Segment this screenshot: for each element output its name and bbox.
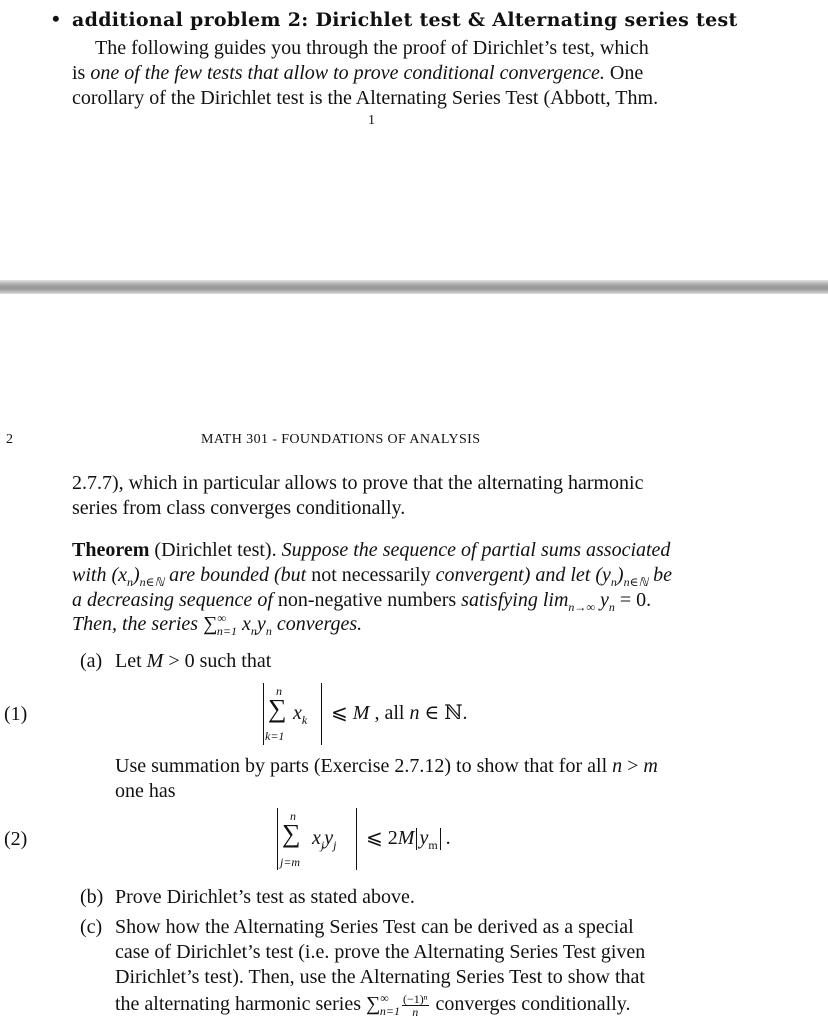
eq2-sigma-lower: j=m [280, 855, 301, 869]
page-2-number: 2 [6, 432, 13, 447]
part-a-such-that: > 0 such that [163, 650, 272, 672]
eq2-relation [366, 826, 451, 851]
theorem-decreasing: a decreasing [72, 589, 180, 611]
eq2-x: x [312, 827, 321, 849]
eq2-abs-y-sub: m [428, 838, 438, 852]
intro-text-2a: is [72, 62, 91, 84]
theorem-convergent: convergent) and let (y [430, 564, 611, 586]
eq1-relation [331, 701, 468, 726]
theorem-y: y [594, 589, 609, 611]
theorem-lim-sub: n→∞ [568, 600, 595, 614]
theorem-text-1: Suppose the sequence of partial sums associated [276, 539, 671, 561]
theorem-sigma-sup: ∞ [217, 611, 226, 625]
theorem-sub-4: n∈ℕ [623, 575, 649, 589]
eq1-sigma-upper: n [276, 684, 282, 698]
theorem-converges: converges. [271, 613, 363, 635]
eq1-all: , all [369, 702, 410, 724]
heading-bullet: • [52, 6, 60, 31]
theorem-paren-2: ) [616, 564, 624, 586]
eq1-n: n [409, 702, 420, 724]
theorem-y-sub: n [608, 600, 615, 614]
theorem-line-2 [72, 563, 672, 590]
eq2-abs-y: y [419, 827, 429, 849]
part-c-sigma-sub: n=1 [379, 1004, 400, 1018]
eq1-abs-right-bar [321, 683, 322, 745]
use-gt: > [622, 755, 644, 777]
part-c-line-4 [115, 992, 630, 1019]
theorem-sigma: ∑ [203, 613, 218, 635]
theorem-yn: y [256, 613, 266, 635]
part-a-let: Let [115, 650, 147, 672]
use-summation-text: Use summation by parts (Exercise 2.7.12) to show that for all [115, 755, 613, 777]
theorem-with: with (x [72, 564, 127, 586]
theorem-be: be [648, 564, 672, 586]
intro-text-1: The following guides you through the proof of Dirichlet’s test, which [95, 37, 649, 59]
eq2-sigma: ∑ [282, 819, 301, 848]
theorem-yn-sub: n [265, 624, 272, 638]
theorem-sigma-sub: n=1 [216, 624, 238, 638]
part-b-label: (b) [80, 886, 104, 908]
part-c-label: (c) [80, 916, 103, 938]
intro-line-3 [72, 86, 658, 111]
part-a-label: (a) [80, 650, 103, 672]
intro-text-2b: One [604, 62, 644, 84]
page-1-number: 1 [368, 113, 375, 128]
use-n: n [612, 755, 623, 777]
continuation-line-1: 2.7.7), which in particular allows to prove that the alternating harmonic [72, 472, 644, 494]
eq2-abs-ym [416, 828, 440, 850]
eq2-abs-right-bar [356, 808, 357, 870]
part-a-M: M [146, 650, 164, 672]
theorem-paren-1: ) [133, 564, 140, 586]
eq2-x-sub: j [320, 838, 325, 852]
part-c-line-2: case of Dirichlet’s test (i.e. prove the Alternating Series Test given [115, 941, 646, 963]
theorem-sub-2: n∈ℕ [139, 575, 165, 589]
page-separator [0, 280, 828, 294]
intro-line-2 [72, 61, 643, 86]
eq2-M: M [397, 827, 415, 849]
eq1-sigma-lower: k=1 [265, 729, 285, 743]
use-summation-line-2: one has [115, 780, 176, 802]
eq1-sigma: ∑ [268, 694, 287, 723]
use-m: m [643, 755, 658, 777]
part-c-sigma: ∑ [366, 993, 381, 1015]
theorem-not: not necessarily [311, 564, 431, 586]
theorem-sequence: sequence [179, 589, 253, 611]
running-header: MATH 301 - FOUNDATIONS OF ANALYSIS [201, 432, 481, 447]
theorem-bounded: are bounded (but [164, 564, 312, 586]
eq2-y: y [324, 827, 334, 849]
eq2-leq: ⩽ 2 [366, 827, 398, 849]
eq2-y-sub: j [333, 838, 337, 852]
theorem-nonneg: non-negative numbers [277, 589, 457, 611]
theorem-eq-zero: = 0. [614, 589, 652, 611]
part-c-frac-den: n [412, 1004, 419, 1019]
theorem-line-3 [72, 588, 651, 615]
equation-1-number: (1) [4, 703, 28, 725]
intro-text-2-italic: one of the few tests that allow to prove conditional convergence. [90, 62, 605, 84]
eq2-abs-left-bar [277, 808, 278, 870]
eq2-sigma-upper: n [290, 809, 296, 823]
theorem-name: (Dirichlet test). [149, 539, 277, 561]
theorem-xn: x [237, 613, 251, 635]
theorem-line-1 [72, 538, 670, 563]
eq1-M: M [352, 702, 370, 724]
part-b-text: Prove Dirichlet’s test as stated above. [115, 886, 415, 908]
part-c-line-3: Dirichlet’s test). Then, use the Alternating Series Test to show that [115, 966, 645, 988]
theorem-line-4 [72, 612, 362, 639]
use-summation-line-1 [115, 754, 658, 779]
theorem-then: Then, the series [72, 613, 204, 635]
part-c-fraction [402, 993, 429, 1018]
continuation-line-2: series from class converges conditionally. [72, 497, 406, 519]
part-c-frac-num: (−1)ⁿ [402, 991, 428, 1006]
eq1-x: x [293, 702, 302, 724]
eq1-leq: ⩽ [331, 702, 353, 724]
eq1-x-sub: k [301, 713, 308, 727]
part-a-text [115, 649, 271, 674]
theorem-sub-3: n [610, 575, 617, 589]
theorem-sub-1: n [127, 575, 133, 589]
intro-text-3: corollary of the Dirichlet test is the Alternating Series Test (Abbott, Thm. [72, 87, 659, 109]
part-c-converges: converges conditionally. [430, 993, 631, 1015]
theorem-satisfying: satisfying lim [456, 589, 569, 611]
eq2-term [312, 826, 336, 853]
part-c-harmonic: the alternating harmonic series [115, 993, 367, 1015]
equation-2-number: (2) [4, 828, 28, 850]
eq1-in-N: ∈ ℕ. [419, 702, 468, 724]
part-c-line-1: Show how the Alternating Series Test can be derived as a special [115, 916, 634, 938]
theorem-label: Theorem [72, 539, 150, 561]
eq2-dot: . [440, 827, 451, 849]
theorem-of: of [252, 589, 278, 611]
part-c-sigma-sup: ∞ [380, 991, 389, 1005]
eq1-term [293, 701, 307, 728]
theorem-xn-sub: n [250, 624, 257, 638]
problem-heading: additional problem 2: Dirichlet test & Alternating series test [72, 9, 738, 31]
intro-line-1 [95, 36, 649, 61]
